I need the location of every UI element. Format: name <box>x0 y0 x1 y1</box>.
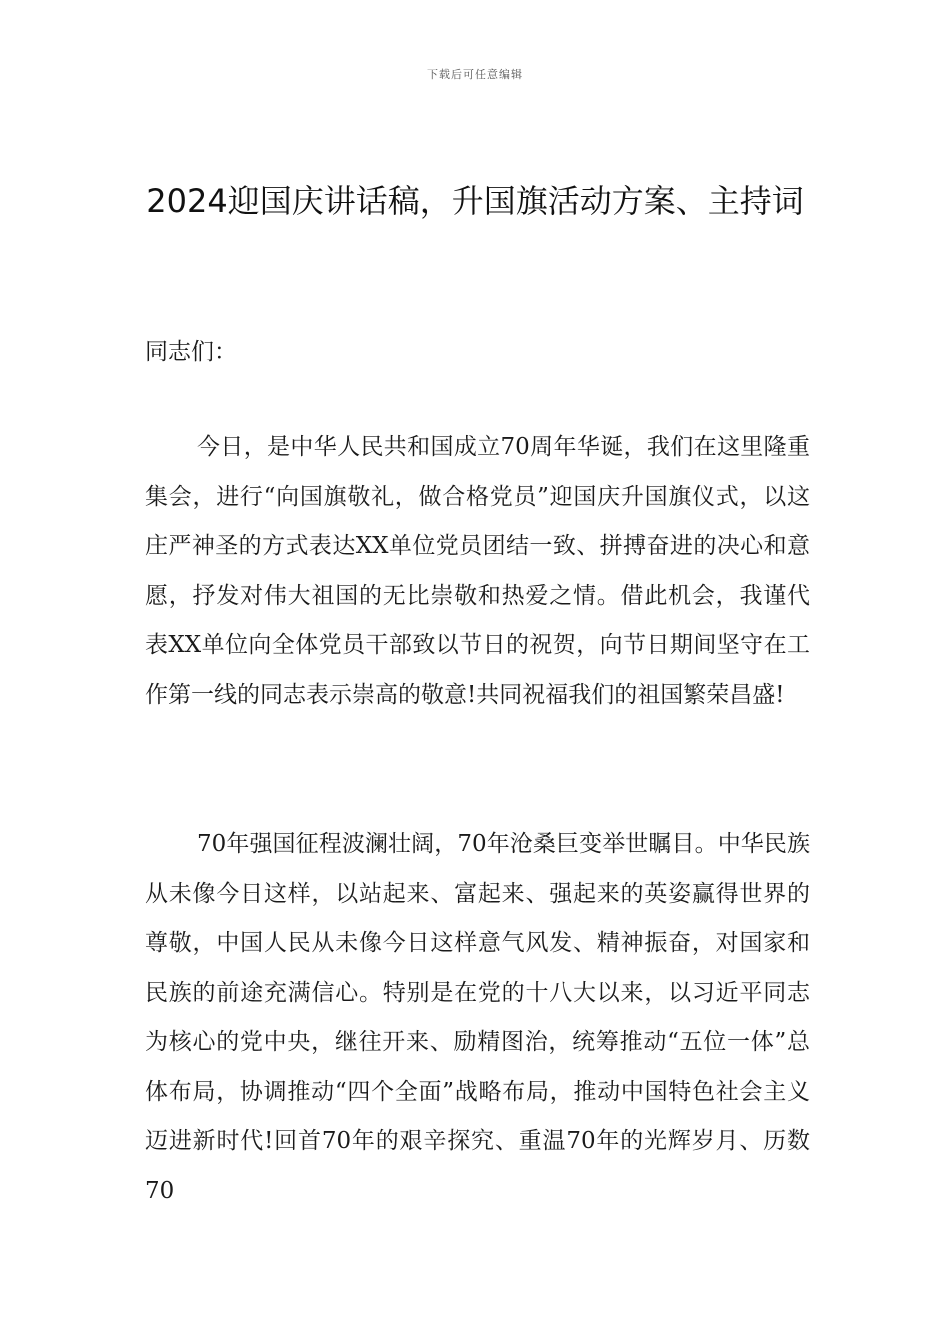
header-note: 下载后可任意编辑 <box>427 68 523 81</box>
paragraph-1: 今日，是中华人民共和国成立70周年华诞，我们在这里隆重集会，进行“向国旗敬礼，做合格党员”迎国庆升国旗仪式，以这庄严神圣的方式表达XX单位党员团结一致、拼搏奋进的决心和意愿，抒发对伟大祖国的无比崇敬和热爱之情。借此机会，我谨代表XX单位向全体党员干部致以节日的祝贺，向节日期间坚守在工作第一线的同志表示崇高的敬意!共同祝福我们的祖国繁荣昌盛! <box>145 434 810 708</box>
paragraph-2: 70年强国征程波澜壮阔，70年沧桑巨变举世瞩目。中华民族从未像今日这样，以站起来、富起来、强起来的英姿赢得世界的尊敬，中国人民从未像今日这样意气风发、精神振奋，对国家和民族的前途充满信心。特别是在党的十八大以来，以习近平同志为核心的党中央，继往开来、励精图治，统筹推动“五位一体”总体布局，协调推动“四个全面”战略布局，推动中国特色社会主义迈进新时代!回首70年的艰辛探究、重温70年的光辉岁月、历数70 <box>145 831 810 1204</box>
salutation: 同志们： <box>145 339 237 365</box>
document-title: 2024迎国庆讲话稿，升国旗活动方案、主持词 <box>146 182 804 220</box>
